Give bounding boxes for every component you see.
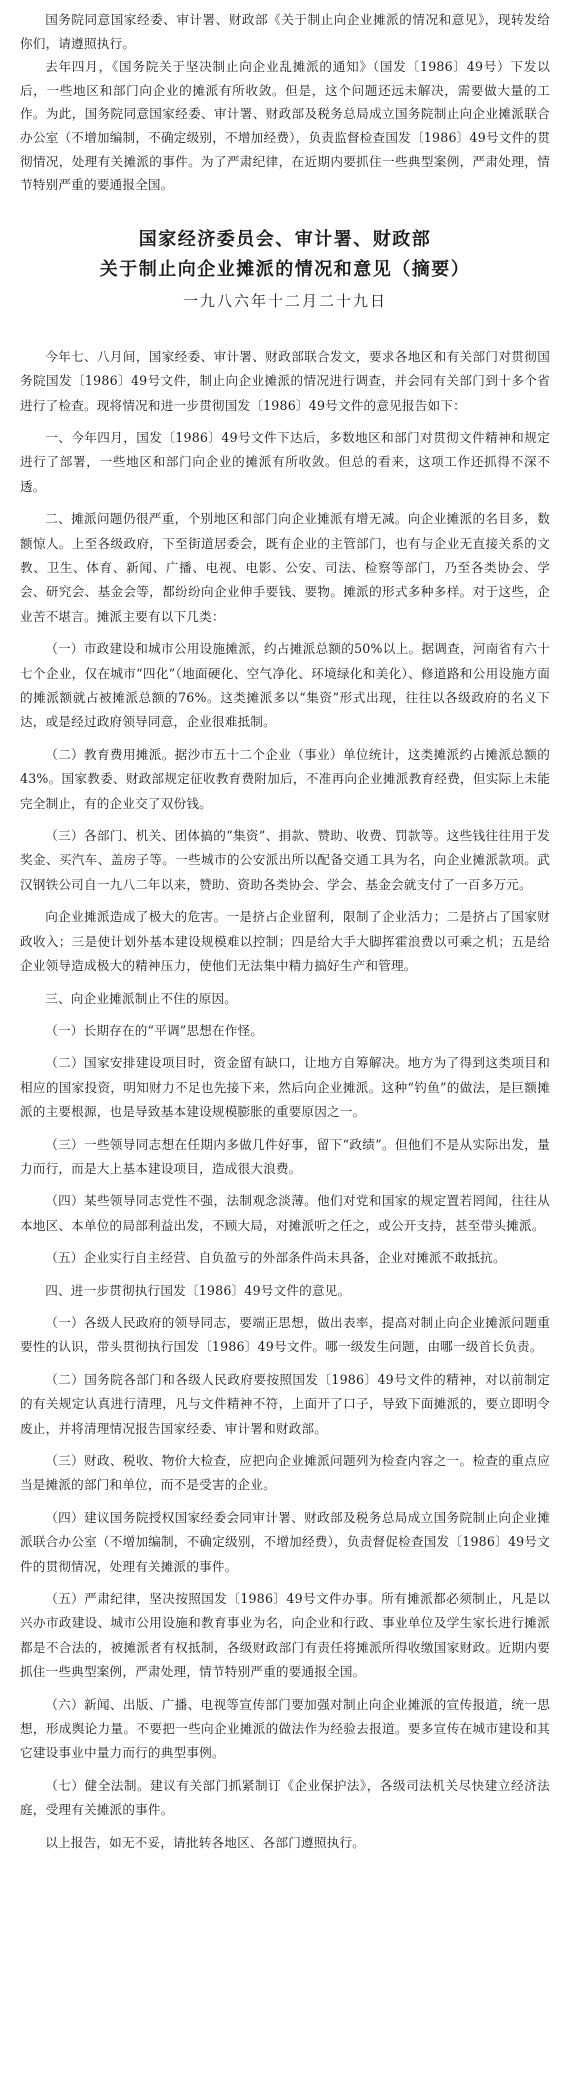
body-paragraph: （三）财政、税收、物价大检查，应把向企业摊派问题列为检查内容之一。检查的重点应当是摊派的部门和单位，而不是受害的企业。 bbox=[20, 1453, 550, 1493]
body-paragraph: （一）市政建设和城市公用设施摊派，约占摊派总额的50%以上。据调查，河南省有六十七个企业，仅在城市“四化”（地面硬化、空气净化、环境绿化和美化）、修道路和公用设施方面的摊派额就占被摊派总额的76%。这类摊派多以“集资”形式出现，往往以各级政府的名义下达，或是经过政府领导同意，企业很难抵制。 bbox=[20, 641, 550, 730]
report-date: 一九八六年十二月二十九日 bbox=[182, 291, 387, 310]
body-paragraph: （一）长期存在的“平调”思想在作怪。 bbox=[45, 1022, 264, 1038]
body-paragraph: 今年七、八月间，国家经委、审计署、财政部联合发文，要求各地区和有关部门对贯彻国务院国发〔1986〕49号文件，制止向企业摊派的情况进行调查，并会同有关部门到十多个省进行了检查。现将情况和进一步贯彻国发〔1986〕49号文件的意见报告如下： bbox=[20, 348, 550, 413]
body-paragraph: （四）建议国务院授权国家经委会同审计署、财政部及税务总局成立国务院制止向企业摊派联合办公室（不增加编制，不确定级别，不增加经费），负责督促检查国发〔1986〕49号文件的贯彻情况，处理有关摊派的事件。 bbox=[20, 1509, 550, 1574]
section-heading: 四、进一步贯彻执行国发〔1986〕49号文件的意见。 bbox=[45, 1282, 351, 1298]
body-paragraph: （二）教育费用摊派。据沙市五十二个企业（事业）单位统计，这类摊派约占摊派总额的43%。国家教委、财政部规定征收教育费附加后，不准再向企业摊派教育经费，但实际上未能完全制止，有的企业交了双份钱。 bbox=[20, 746, 550, 811]
body-paragraph: （一）各级人民政府的领导同志，要端正思想，做出表率，提高对制止向企业摊派问题重要性的认识，带头贯彻执行国发〔1986〕49号文件。哪一级发生问题，由哪一级首长负责。 bbox=[20, 1314, 550, 1355]
report-body bbox=[20, 345, 550, 1855]
body-paragraph: （二）国家安排建设项目时，资金留有缺口，让地方自筹解决。地方为了得到这类项目和相应的国家投资，明知财力不足也先接下来，然后向企业摊派。这种“钓鱼”的做法，是巨额摊派的主要根源，也是导致基本建设规模膨胀的重要原因之一。 bbox=[20, 1055, 550, 1120]
report-title-block bbox=[20, 225, 550, 315]
forwarding-notice bbox=[20, 8, 550, 197]
body-paragraph: （三）一些领导同志想在任期内多做几件好事，留下“政绩”。但他们不是从实际出发，量力而行，而是大上基本建设项目，造成很大浪费。 bbox=[20, 1136, 550, 1176]
body-paragraph: （五）严肃纪律，坚决按照国发〔1986〕49号文件办事。所有摊派都必须制止，凡是以兴办市政建设、城市公用设施和教育事业为名，向企业和行政、事业单位及学生家长进行摊派都是不合法的，被摊派者有权抵制，各级财政部门有责任将摊派所得收缴国家财政。近期内要抓住一些典型案例，严肃处理，情节特别严重的要通报全国。 bbox=[20, 1591, 550, 1680]
body-paragraph: 向企业摊派造成了极大的危害。一是挤占企业留利，限制了企业活力；二是挤占了国家财政收入；三是使计划外基本建设规模难以控制；四是给大手大脚挥霍浪费以可乘之机；五是给企业领导造成极大的精神压力，使他们无法集中精力搞好生产和管理。 bbox=[20, 909, 550, 974]
body-paragraph: （四）某些领导同志党性不强，法制观念淡薄。他们对党和国家的规定置若罔闻，往往从本地区、本单位的局部利益出发，不顾大局，对摊派听之任之，或公开支持，甚至带头摊派。 bbox=[20, 1193, 550, 1233]
body-paragraph: （三）各部门、机关、团体搞的“集资”、捐款、赞助、收费、罚款等。这些钱往往用于发奖金、买汽车、盖房子等。一些城市的公安派出所以配备交通工具为名，向企业摊派款项。武汉钢铁公司自一九八二年以来，赞助、资助各类协会、学会、基金会就支付了一百多万元。 bbox=[20, 828, 550, 892]
body-paragraph: （七）健全法制。建议有关部门抓紧制订《企业保护法》，各级司法机关尽快建立经济法庭，受理有关摊派的事件。 bbox=[20, 1777, 550, 1818]
body-paragraph: （五）企业实行自主经营、自负盈亏的外部条件尚未具备，企业对摊派不敢抵抗。 bbox=[45, 1250, 506, 1266]
intro-paragraph: 去年四月，《国务院关于坚决制止向企业乱摊派的通知》（国发〔1986〕49号）下发以后，一些地区和部门向企业的摊派有所收敛。但是，这个问题还远未解决，需要做大量的工作。为此，国务院同意国家经委、审计署、财政部及税务总局成立国务院制止向企业摊派联合办公室（不增加编制，不确定级别，不增加经费），负责监督检查国发〔1986〕49号文件的贯彻情况，处理有关摊派的事件。为了严肃纪律，在近期内要抓住一些典型案例，严肃处理，情节特别严重的要通报全国。 bbox=[20, 59, 550, 193]
intro-paragraph: 国务院同意国家经委、审计署、财政部《关于制止向企业摊派的情况和意见》，现转发给你们，请遵照执行。 bbox=[20, 12, 550, 51]
section-heading: 三、向企业摊派制止不住的原因。 bbox=[45, 990, 238, 1006]
closing-paragraph: 以上报告，如无不妥，请批转各地区、各部门遵照执行。 bbox=[45, 1834, 366, 1850]
body-paragraph: （二）国务院各部门和各级人民政府要按照国发〔1986〕49号文件的精神，对以前制定的有关规定认真进行清理，凡与文件精神不符，上面开了口子，导致下面摊派的，要立即明令废止，并将清理情况报告国家经委、审计署和财政部。 bbox=[20, 1371, 550, 1436]
body-paragraph: （六）新闻、出版、广播、电视等宣传部门要加强对制止向企业摊派的宣传报道，统一思想，形成舆论力量。不要把一些向企业摊派的做法作为经验去报道。要多宣传在城市建设和其它建设事业中量力而行的典型事例。 bbox=[20, 1696, 550, 1761]
report-title-line-1: 国家经济委员会、审计署、财政部 bbox=[138, 228, 432, 250]
body-paragraph: 二、摊派问题仍很严重，个别地区和部门向企业摊派有增无减。向企业摊派的名目多，数额惊人。上至各级政府，下至街道居委会，既有企业的主管部门，也有与企业无直接关系的文教、卫生、体育、新闻、广播、电视、电影、公安、司法、检察等部门，乃至各类协会、学会、研究会、基金会等，都纷纷向企业伸手要钱、要物。摊派的形式多种多样。对于这些，企业苦不堪言。摊派主要有以下几类： bbox=[20, 511, 550, 624]
report-title-line-2: 关于制止向企业摊派的情况和意见（摘要） bbox=[99, 258, 471, 280]
body-paragraph: 一、今年四月，国发〔1986〕49号文件下达后，多数地区和部门对贯彻文件精神和规定进行了部署，一些地区和部门向企业的摊派有所收敛。但总的看来，这项工作还抓得不深不透。 bbox=[20, 429, 550, 494]
